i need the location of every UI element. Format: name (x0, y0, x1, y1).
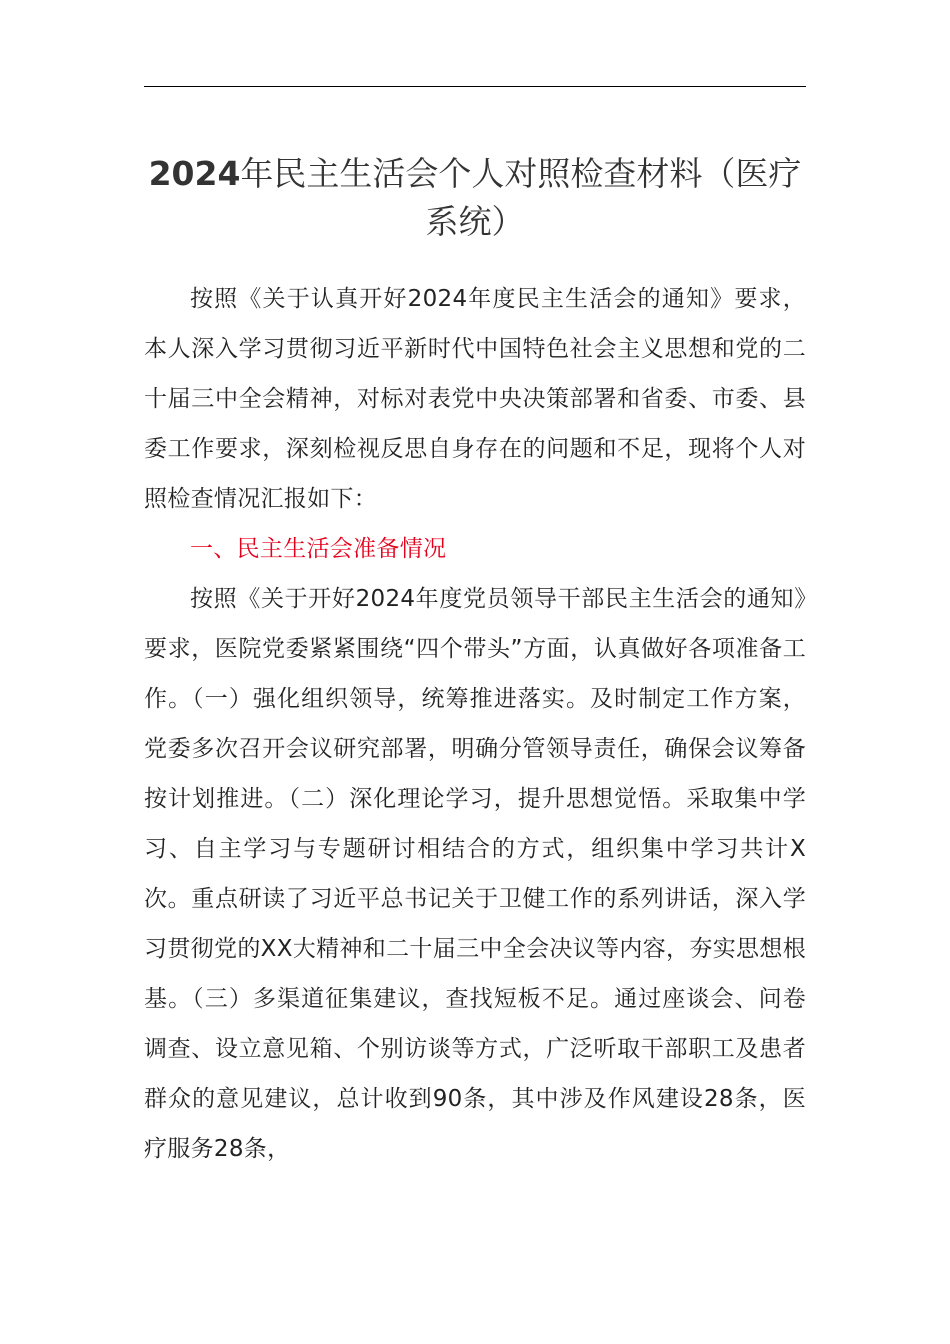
intro-paragraph: 按照《关于认真开好2024年度民主生活会的通知》要求，本人深入学习贯彻习近平新时代中国特色社会主义思想和党的二十届三中全会精神，对标对表党中央决策部署和省委、市委、县委工作要求，深刻检视反思自身存在的问题和不足，现将个人对照检查情况汇报如下： (144, 286, 806, 512)
document-title (144, 150, 806, 246)
title-text: 年民主生活会个人对照检查材料（医疗系统） (240, 154, 802, 241)
section-heading-1: 一、民主生活会准备情况 (190, 536, 447, 562)
top-rule (144, 86, 806, 87)
section-1-paragraph: 按照《关于开好2024年度党员领导干部民主生活会的通知》要求，医院党委紧紧围绕“四个带头”方面，认真做好各项准备工作。（一）强化组织领导，统筹推进落实。及时制定工作方案，党委多次召开会议研究部署，明确分管领导责任，确保会议筹备按计划推进。（二）深化理论学习，提升思想觉悟。采取集中学习、自主学习与专题研讨相结合的方式，组织集中学习共计X次。重点研读了习近平总书记关于卫健工作的系列讲话，深入学习贯彻党的XX大精神和二十届三中全会决议等内容，夯实思想根基。（三）多渠道征集建议，查找短板不足。通过座谈会、问卷调查、设立意见箱、个别访谈等方式，广泛听取干部职工及患者群众的意见建议，总计收到90条，其中涉及作风建设28条，医疗服务28条， (144, 586, 806, 1162)
document-body (144, 274, 806, 1174)
title-year: 2024 (148, 154, 241, 193)
